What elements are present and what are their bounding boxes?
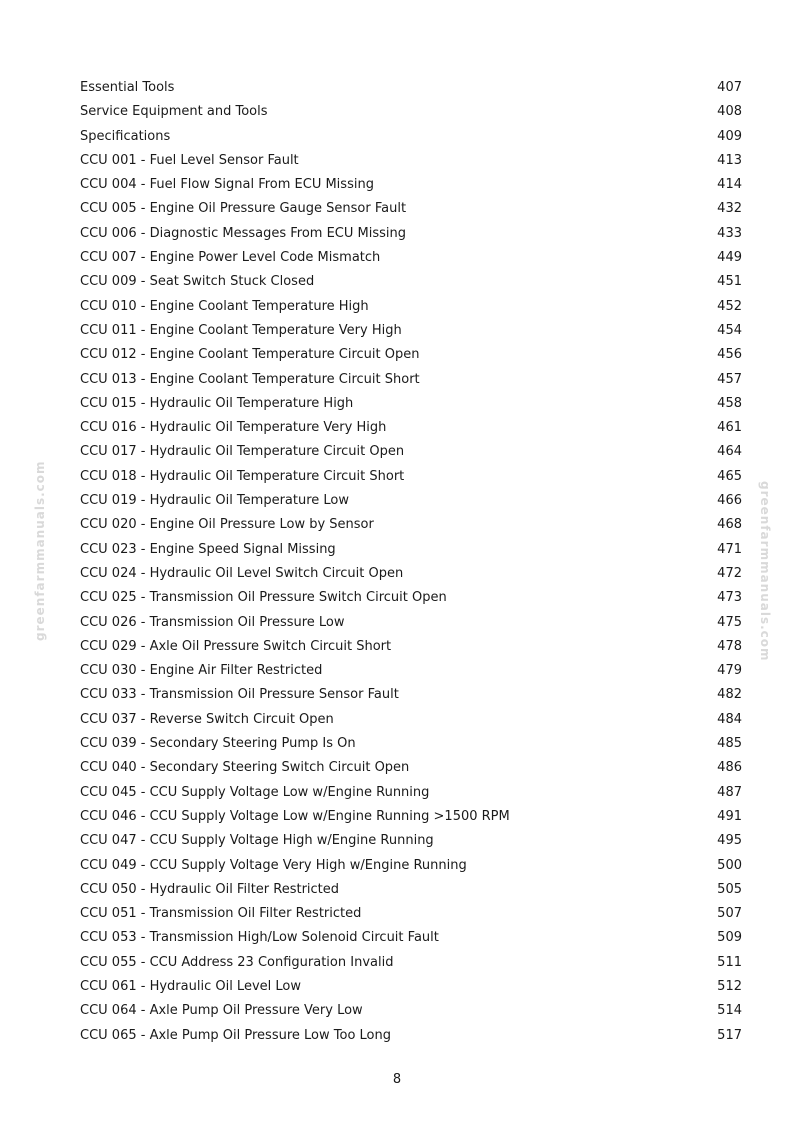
watermark-left: greenfarmmanuals.com bbox=[33, 460, 47, 641]
toc-entry[interactable] bbox=[80, 368, 742, 392]
toc-entry[interactable] bbox=[80, 635, 742, 659]
toc-entry[interactable] bbox=[80, 246, 742, 270]
toc-entry-page: 466 bbox=[717, 493, 742, 509]
toc-entry-title: CCU 045 - CCU Supply Voltage Low w/Engine Running bbox=[80, 784, 430, 800]
toc-entry-page: 461 bbox=[717, 420, 742, 436]
toc-entry-page: 484 bbox=[717, 711, 742, 727]
toc-entry-title: Service Equipment and Tools bbox=[80, 104, 268, 120]
toc-entry-page: 495 bbox=[717, 833, 742, 849]
toc-entry-page: 485 bbox=[717, 736, 742, 752]
toc-entry-title: CCU 006 - Diagnostic Messages From ECU Missing bbox=[80, 225, 407, 241]
toc-entry-title: CCU 026 - Transmission Oil Pressure Low bbox=[80, 614, 345, 630]
toc-entry[interactable] bbox=[80, 999, 742, 1023]
toc-entry[interactable] bbox=[80, 878, 742, 902]
toc-entry-title: CCU 037 - Reverse Switch Circuit Open bbox=[80, 711, 334, 727]
toc-entry-page: 507 bbox=[717, 906, 742, 922]
toc-entry[interactable] bbox=[80, 319, 742, 343]
toc-entry-title: CCU 017 - Hydraulic Oil Temperature Circuit Open bbox=[80, 444, 405, 460]
toc-entry-title: CCU 065 - Axle Pump Oil Pressure Low Too Long bbox=[80, 1027, 391, 1043]
toc-entry-title: CCU 010 - Engine Coolant Temperature High bbox=[80, 298, 369, 314]
toc-entry-title: Essential Tools bbox=[80, 80, 175, 95]
toc-entry-title: CCU 046 - CCU Supply Voltage Low w/Engine Running >1500 RPM bbox=[80, 808, 510, 824]
toc-entry-page: 458 bbox=[717, 395, 742, 411]
toc-entry-page: 457 bbox=[717, 371, 742, 387]
toc-entry-title: CCU 011 - Engine Coolant Temperature Very High bbox=[80, 322, 402, 338]
toc-entry-page: 486 bbox=[717, 760, 742, 776]
toc-entry[interactable] bbox=[80, 392, 742, 416]
watermark-right: greenfarmmanuals.com bbox=[758, 481, 772, 662]
toc-entry[interactable] bbox=[80, 902, 742, 926]
toc-entry-title: CCU 015 - Hydraulic Oil Temperature High bbox=[80, 395, 354, 411]
toc-entry[interactable] bbox=[80, 781, 742, 805]
toc-entry-title: CCU 029 - Axle Oil Pressure Switch Circuit Short bbox=[80, 638, 392, 654]
toc-entry-page: 451 bbox=[717, 274, 742, 290]
toc-entry-title: CCU 053 - Transmission High/Low Solenoid Circuit Fault bbox=[80, 930, 439, 946]
toc-entry-title: CCU 019 - Hydraulic Oil Temperature Low bbox=[80, 493, 350, 509]
page-number: 8 bbox=[392, 1072, 402, 1087]
toc-entry-page: 472 bbox=[717, 565, 742, 581]
toc-entry[interactable] bbox=[80, 829, 742, 853]
toc-entry-page: 456 bbox=[717, 347, 742, 363]
toc-entry-page: 478 bbox=[717, 638, 742, 654]
toc-entry[interactable] bbox=[80, 562, 742, 586]
toc-entry-title: CCU 040 - Secondary Steering Switch Circuit Open bbox=[80, 760, 410, 776]
toc-entry-title: CCU 030 - Engine Air Filter Restricted bbox=[80, 663, 323, 679]
table-of-contents bbox=[80, 76, 742, 1048]
toc-entry-page: 473 bbox=[717, 590, 742, 606]
toc-entry[interactable] bbox=[80, 926, 742, 950]
toc-entry-title: CCU 023 - Engine Speed Signal Missing bbox=[80, 541, 336, 557]
toc-entry[interactable] bbox=[80, 416, 742, 440]
toc-entry-title: CCU 009 - Seat Switch Stuck Closed bbox=[80, 274, 315, 290]
toc-entry-title: CCU 018 - Hydraulic Oil Temperature Circuit Short bbox=[80, 468, 405, 484]
toc-entry[interactable] bbox=[80, 76, 742, 100]
toc-entry-title: CCU 005 - Engine Oil Pressure Gauge Sensor Fault bbox=[80, 201, 407, 217]
toc-entry-page: 449 bbox=[717, 250, 742, 266]
toc-entry[interactable] bbox=[80, 756, 742, 780]
toc-entry[interactable] bbox=[80, 659, 742, 683]
toc-entry-page: 509 bbox=[717, 930, 742, 946]
toc-entry-page: 464 bbox=[717, 444, 742, 460]
toc-entry-title: CCU 020 - Engine Oil Pressure Low by Sensor bbox=[80, 517, 374, 533]
toc-entry-title: CCU 013 - Engine Coolant Temperature Circuit Short bbox=[80, 371, 420, 387]
toc-entry-title: CCU 016 - Hydraulic Oil Temperature Very High bbox=[80, 420, 387, 436]
toc-entry[interactable] bbox=[80, 732, 742, 756]
toc-entry[interactable] bbox=[80, 513, 742, 537]
toc-entry[interactable] bbox=[80, 295, 742, 319]
toc-entry-page: 468 bbox=[717, 517, 742, 533]
toc-entry-title: CCU 055 - CCU Address 23 Configuration Invalid bbox=[80, 954, 394, 970]
toc-entry-page: 512 bbox=[717, 978, 742, 994]
toc-entry-title: CCU 064 - Axle Pump Oil Pressure Very Low bbox=[80, 1003, 363, 1019]
toc-entry[interactable] bbox=[80, 611, 742, 635]
toc-entry-page: 414 bbox=[717, 177, 742, 193]
toc-entry-page: 433 bbox=[717, 225, 742, 241]
toc-entry[interactable] bbox=[80, 538, 742, 562]
toc-entry-title: CCU 033 - Transmission Oil Pressure Sensor Fault bbox=[80, 687, 399, 703]
toc-entry-page: 517 bbox=[717, 1027, 742, 1043]
toc-entry[interactable] bbox=[80, 489, 742, 513]
toc-entry-title: CCU 025 - Transmission Oil Pressure Switch Circuit Open bbox=[80, 590, 447, 606]
toc-entry-page: 409 bbox=[717, 128, 742, 144]
toc-entry[interactable] bbox=[80, 343, 742, 367]
toc-entry[interactable] bbox=[80, 222, 742, 246]
toc-entry[interactable] bbox=[80, 197, 742, 221]
toc-entry-page: 491 bbox=[717, 808, 742, 824]
toc-entry-title: CCU 012 - Engine Coolant Temperature Circuit Open bbox=[80, 347, 420, 363]
toc-entry[interactable] bbox=[80, 270, 742, 294]
toc-entry[interactable] bbox=[80, 100, 742, 124]
toc-entry-page: 479 bbox=[717, 663, 742, 679]
toc-entry-title: CCU 001 - Fuel Level Sensor Fault bbox=[80, 152, 299, 168]
toc-entry-title: CCU 007 - Engine Power Level Code Mismatch bbox=[80, 250, 381, 266]
toc-entry-title: CCU 050 - Hydraulic Oil Filter Restricted bbox=[80, 881, 340, 897]
toc-entry-page: 407 bbox=[717, 80, 742, 95]
toc-entry-title: CCU 039 - Secondary Steering Pump Is On bbox=[80, 736, 356, 752]
toc-entry-page: 454 bbox=[717, 322, 742, 338]
toc-entry[interactable] bbox=[80, 1024, 742, 1048]
toc-entry-page: 487 bbox=[717, 784, 742, 800]
toc-entry-page: 514 bbox=[717, 1003, 742, 1019]
toc-entry[interactable] bbox=[80, 173, 742, 197]
toc-entry-page: 471 bbox=[717, 541, 742, 557]
toc-entry[interactable] bbox=[80, 975, 742, 999]
toc-entry[interactable] bbox=[80, 854, 742, 878]
toc-entry-page: 408 bbox=[717, 104, 742, 120]
toc-entry-page: 465 bbox=[717, 468, 742, 484]
toc-entry[interactable] bbox=[80, 708, 742, 732]
toc-entry-page: 475 bbox=[717, 614, 742, 630]
toc-entry[interactable] bbox=[80, 440, 742, 464]
toc-entry-title: CCU 047 - CCU Supply Voltage High w/Engine Running bbox=[80, 833, 434, 849]
toc-entry[interactable] bbox=[80, 125, 742, 149]
toc-entry-title: CCU 051 - Transmission Oil Filter Restricted bbox=[80, 906, 362, 922]
toc-entry-title: CCU 049 - CCU Supply Voltage Very High w/Engine Running bbox=[80, 857, 467, 873]
toc-entry-page: 432 bbox=[717, 201, 742, 217]
toc-entry[interactable] bbox=[80, 951, 742, 975]
toc-entry-page: 505 bbox=[717, 881, 742, 897]
toc-entry-page: 482 bbox=[717, 687, 742, 703]
toc-entry[interactable] bbox=[80, 465, 742, 489]
toc-entry-title: CCU 024 - Hydraulic Oil Level Switch Circuit Open bbox=[80, 565, 404, 581]
toc-entry-title: Specifications bbox=[80, 128, 171, 144]
toc-entry-page: 500 bbox=[717, 857, 742, 873]
toc-entry[interactable] bbox=[80, 805, 742, 829]
toc-entry[interactable] bbox=[80, 149, 742, 173]
toc-entry[interactable] bbox=[80, 683, 742, 707]
toc-entry-page: 413 bbox=[717, 152, 742, 168]
toc-entry-title: CCU 004 - Fuel Flow Signal From ECU Missing bbox=[80, 177, 374, 193]
toc-entry[interactable] bbox=[80, 586, 742, 610]
toc-entry-page: 452 bbox=[717, 298, 742, 314]
toc-entry-page: 511 bbox=[717, 954, 742, 970]
toc-entry-title: CCU 061 - Hydraulic Oil Level Low bbox=[80, 978, 301, 994]
